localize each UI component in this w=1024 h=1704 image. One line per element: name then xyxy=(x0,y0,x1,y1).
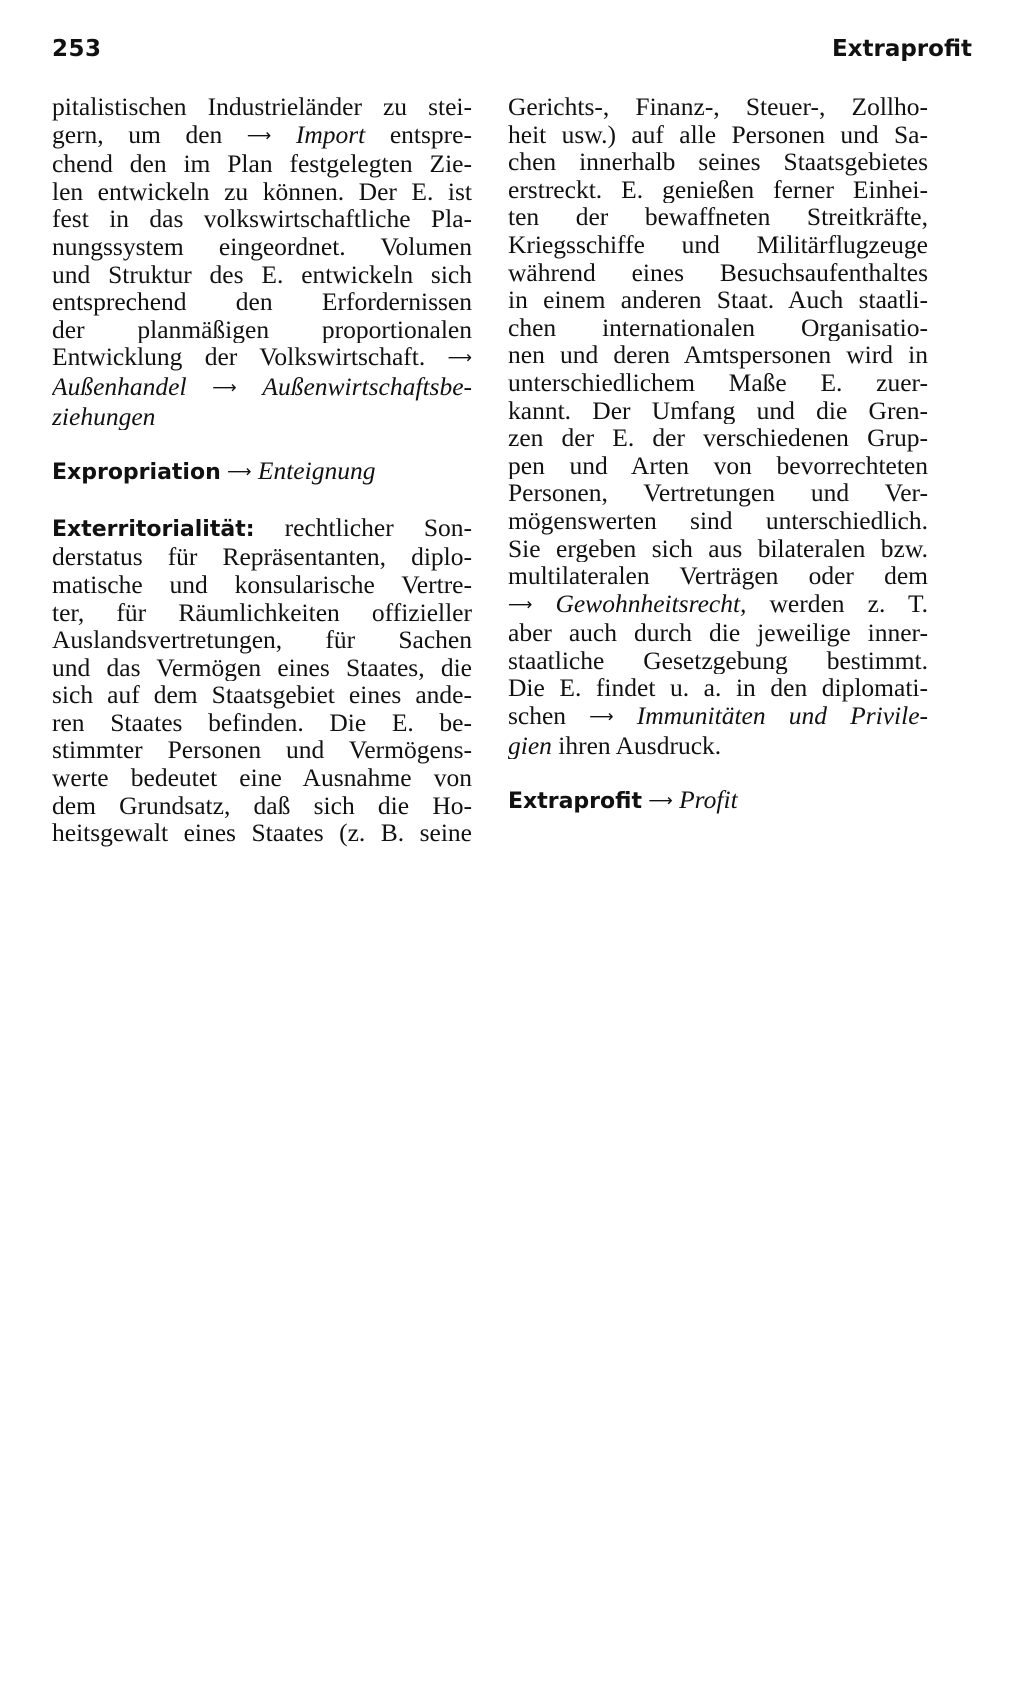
entry-expropriation xyxy=(52,457,472,487)
headword: Expropriation xyxy=(52,460,221,486)
text-line: zen der E. der verschiedenen Grup- xyxy=(508,424,928,452)
entry-extraprofit xyxy=(508,786,928,816)
text-line: aber auch durch die jeweilige inner- xyxy=(508,619,928,647)
text-line: Auslandsvertretungen, für Sachen xyxy=(52,626,472,654)
cross-reference-arrow-icon: ⟶ xyxy=(648,791,673,812)
text-line: heitsgewalt eines Staates (z. B. seine xyxy=(52,819,472,847)
cross-reference-arrow-icon: ⟶ xyxy=(246,125,272,146)
text-line: ten der bewaffneten Streitkräfte, xyxy=(508,203,928,231)
cross-reference: Gewohnheitsrecht, xyxy=(555,589,747,618)
text-line: matische und konsularische Vertre- xyxy=(52,570,472,599)
text-line: chen internationalen Organisatio- xyxy=(508,313,928,342)
text-line: ⟶ Gewohnheitsrecht, werden z. T. xyxy=(508,589,928,618)
right-column xyxy=(508,93,928,816)
text-line: staatliche Gesetzgebung bestimmt. xyxy=(508,646,928,675)
text-line: unterschiedlichem Maße E. zuer- xyxy=(508,368,928,397)
cross-reference: Import xyxy=(295,120,366,149)
text-line: ren Staates befinden. Die E. be- xyxy=(52,708,472,737)
text-line: chen innerhalb seines Staatsgebietes xyxy=(508,148,928,176)
text-line: Gerichts-, Finanz-, Steuer-, Zollho- xyxy=(508,93,928,121)
text-line: entsprechend den Erfordernissen xyxy=(52,288,472,316)
text-line: nen und deren Amtspersonen wird in xyxy=(508,341,928,369)
left-column xyxy=(52,93,472,847)
text-line: der planmäßigen proportionalen xyxy=(52,315,472,344)
text-line: Entwicklung der Volkswirtschaft. ⟶ xyxy=(52,343,472,372)
text-line: stimmter Personen und Vermögens- xyxy=(52,736,472,765)
cross-reference-arrow-icon: ⟶ xyxy=(508,594,533,615)
text-line: sich auf dem Staatsgebiet eines ande- xyxy=(52,681,472,709)
text-line: multilateralen Verträgen oder dem xyxy=(508,562,928,590)
text-line: dem Grundsatz, daß sich die Ho- xyxy=(52,791,472,820)
cross-reference: ziehungen xyxy=(52,402,156,431)
text-line: Personen, Vertretungen und Ver- xyxy=(508,479,928,507)
text-line xyxy=(52,403,472,431)
text-line: ter, für Räumlichkeiten offizieller xyxy=(52,598,472,627)
text-line: fest in das volkswirtschaftliche Pla- xyxy=(52,205,472,233)
headword: Extraprofit xyxy=(508,789,642,815)
text-line: und das Vermögen eines Staates, die xyxy=(52,653,472,682)
text-line: werte bedeutet eine Ausnahme von xyxy=(52,764,472,792)
text-line: in einem anderen Staat. Auch staatli- xyxy=(508,286,928,314)
headword: Exterritorialität: xyxy=(52,516,255,542)
text-line: Sie ergeben sich aus bilateralen bzw. xyxy=(508,534,928,563)
text-line: pen und Arten von bevorrechteten xyxy=(508,451,928,480)
text-line xyxy=(52,373,472,403)
cross-reference-arrow-icon: ⟶ xyxy=(212,377,237,398)
text-line: len entwickeln zu können. Der E. ist xyxy=(52,177,472,206)
text-line: mögenswerten sind unterschiedlich. xyxy=(508,506,928,535)
text-line: erstreckt. E. genießen ferner Einhei- xyxy=(508,175,928,204)
text-line: derstatus für Repräsentanten, diplo- xyxy=(52,543,472,571)
entry-exterritorialitaet-first-line: Exterritorialität: rechtlicher Son- xyxy=(52,513,472,542)
cross-reference: Außenhandel xyxy=(52,372,187,401)
text-line: Die E. findet u. a. in den diplomati- xyxy=(508,674,928,703)
cross-reference-arrow-icon: ⟶ xyxy=(589,707,614,728)
text-line: chend den im Plan festgelegten Zie- xyxy=(52,150,472,178)
cross-reference: Außenwirtschaftsbe- xyxy=(262,372,472,401)
cross-reference-arrow-icon: ⟶ xyxy=(227,462,252,483)
text-line: Kriegsschiffe und Militärflugzeuge xyxy=(508,230,928,259)
text-line: heit usw.) auf alle Personen und Sa- xyxy=(508,120,928,149)
text-line: kannt. Der Umfang und die Gren- xyxy=(508,396,928,425)
text-line: nungssystem eingeordnet. Volumen xyxy=(52,232,472,261)
text-line: gien ihren Ausdruck. xyxy=(508,731,722,760)
text-line: während eines Besuchsaufenthaltes xyxy=(508,258,928,287)
text-line: und Struktur des E. entwickeln sich xyxy=(52,260,472,289)
cross-reference: Immunitäten und Privile- xyxy=(636,702,928,731)
text-line: schen ⟶ Immunitäten und Privile- xyxy=(508,702,928,731)
text-line: pitalistischen Industrieländer zu stei- xyxy=(52,93,472,121)
cross-reference: Profit xyxy=(679,786,738,815)
page-number: 253 xyxy=(52,36,102,62)
text-line: gern, um den ⟶ Import entspre- xyxy=(52,120,472,149)
cross-reference: gien xyxy=(508,731,552,760)
cross-reference: Enteignung xyxy=(257,457,376,486)
running-head: Extraprofit xyxy=(831,36,972,62)
cross-reference-arrow-icon: ⟶ xyxy=(447,348,472,369)
